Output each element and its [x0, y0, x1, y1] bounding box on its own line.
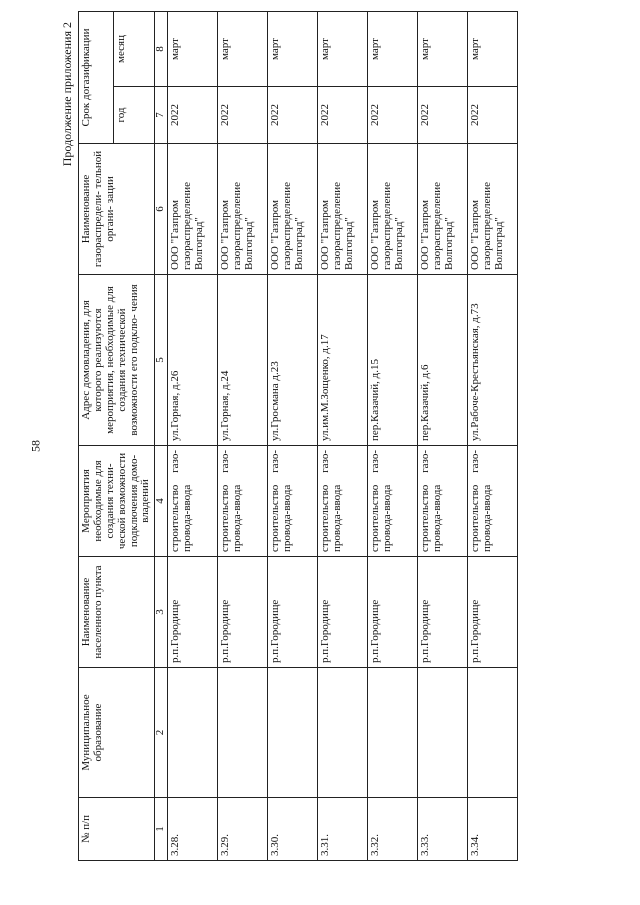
- cell-month: март: [318, 11, 368, 86]
- cell-num: 3.30.: [268, 798, 318, 861]
- cell-address: ул.Гросмана д.23: [268, 275, 318, 446]
- column-number: 1: [155, 798, 168, 861]
- table-row: [468, 11, 518, 860]
- cell-municipality: [468, 668, 518, 798]
- cell-num: 3.33.: [418, 798, 468, 861]
- header-measures: Мероприятия необходимые для создания техни- ческой возможности подключения домо- владений: [79, 446, 155, 557]
- cell-year: 2022: [318, 87, 368, 144]
- cell-locality: р.п.Городище: [218, 557, 268, 668]
- table-row: [168, 11, 218, 860]
- cell-year: 2022: [168, 87, 218, 144]
- cell-gdo: ООО "Газпром газораспределение Волгоград": [368, 144, 418, 275]
- cell-year: 2022: [368, 87, 418, 144]
- cell-address: ул.Горная, д.26: [168, 275, 218, 446]
- column-number: 8: [155, 11, 168, 86]
- column-number: 6: [155, 144, 168, 275]
- cell-month: март: [468, 11, 518, 86]
- appendix-caption: Продолжение приложения 2: [60, 22, 74, 167]
- rotated-page: [60, 0, 640, 905]
- page-number: 58: [28, 440, 43, 452]
- cell-month: март: [368, 11, 418, 86]
- header-num: № п/п: [79, 798, 155, 861]
- cell-num: 3.31.: [318, 798, 368, 861]
- cell-num: 3.34.: [468, 798, 518, 861]
- column-number: 5: [155, 275, 168, 446]
- cell-gdo: ООО "Газпром газораспределение Волгоград": [318, 144, 368, 275]
- cell-gdo: ООО "Газпром газораспределение Волгоград": [168, 144, 218, 275]
- header-year: год: [113, 87, 154, 144]
- cell-gdo: ООО "Газпром газораспределение Волгоград": [418, 144, 468, 275]
- cell-municipality: [268, 668, 318, 798]
- column-number-row: [155, 11, 168, 860]
- header-month: месяц: [113, 11, 154, 86]
- cell-works: строительство газо- провода-ввода: [268, 446, 318, 557]
- cell-works: строительство газо- провода-ввода: [168, 446, 218, 557]
- rotated-content: [60, 0, 640, 905]
- header-address: Адрес домовладения, для которого реализуются мероприятия, необходимые для создания технической возможности его подклю- чения: [79, 275, 155, 446]
- header-row: [79, 11, 114, 860]
- cell-works: строительство газо- провода-ввода: [468, 446, 518, 557]
- cell-locality: р.п.Городище: [168, 557, 218, 668]
- header-municipality: Муниципальное образование: [79, 668, 155, 798]
- cell-month: март: [218, 11, 268, 86]
- column-number: 2: [155, 668, 168, 798]
- cell-year: 2022: [268, 87, 318, 144]
- cell-address: ул.Рабоче-Крестьянская, д.73: [468, 275, 518, 446]
- cell-locality: р.п.Городище: [318, 557, 368, 668]
- cell-num: 3.29.: [218, 798, 268, 861]
- table-row: [268, 11, 318, 860]
- cell-locality: р.п.Городище: [368, 557, 418, 668]
- cell-address: пер.Казачий, д.15: [368, 275, 418, 446]
- column-number: 3: [155, 557, 168, 668]
- cell-gdo: ООО "Газпром газораспределение Волгоград": [468, 144, 518, 275]
- cell-month: март: [168, 11, 218, 86]
- cell-gdo: ООО "Газпром газораспределение Волгоград": [218, 144, 268, 275]
- cell-works: строительство газо- провода-ввода: [318, 446, 368, 557]
- cell-municipality: [368, 668, 418, 798]
- column-number: 4: [155, 446, 168, 557]
- cell-works: строительство газо- провода-ввода: [418, 446, 468, 557]
- cell-works: строительство газо- провода-ввода: [368, 446, 418, 557]
- header-gdo: Наименование газораспредели- тельной органи- зации: [79, 144, 155, 275]
- column-number: 7: [155, 87, 168, 144]
- gasification-table: [78, 11, 518, 861]
- table-row: [368, 11, 418, 860]
- cell-locality: р.п.Городище: [268, 557, 318, 668]
- cell-municipality: [218, 668, 268, 798]
- cell-year: 2022: [468, 87, 518, 144]
- cell-address: ул.им.М.Зощенко, д.17: [318, 275, 368, 446]
- table-body: [168, 11, 518, 860]
- cell-municipality: [168, 668, 218, 798]
- cell-year: 2022: [218, 87, 268, 144]
- cell-municipality: [318, 668, 368, 798]
- table-row: [318, 11, 368, 860]
- cell-gdo: ООО "Газпром газораспределение Волгоград": [268, 144, 318, 275]
- cell-address: ул.Горная, д.24: [218, 275, 268, 446]
- cell-month: март: [418, 11, 468, 86]
- cell-address: пер.Казачий, д.6: [418, 275, 468, 446]
- cell-num: 3.28.: [168, 798, 218, 861]
- header-locality: Наименование населенного пункта: [79, 557, 155, 668]
- cell-month: март: [268, 11, 318, 86]
- table-row: [218, 11, 268, 860]
- header-term: Срок догазификации: [79, 11, 114, 143]
- cell-year: 2022: [418, 87, 468, 144]
- cell-works: строительство газо- провода-ввода: [218, 446, 268, 557]
- cell-locality: р.п.Городище: [418, 557, 468, 668]
- cell-locality: р.п.Городище: [468, 557, 518, 668]
- cell-num: 3.32.: [368, 798, 418, 861]
- table-row: [418, 11, 468, 860]
- cell-municipality: [418, 668, 468, 798]
